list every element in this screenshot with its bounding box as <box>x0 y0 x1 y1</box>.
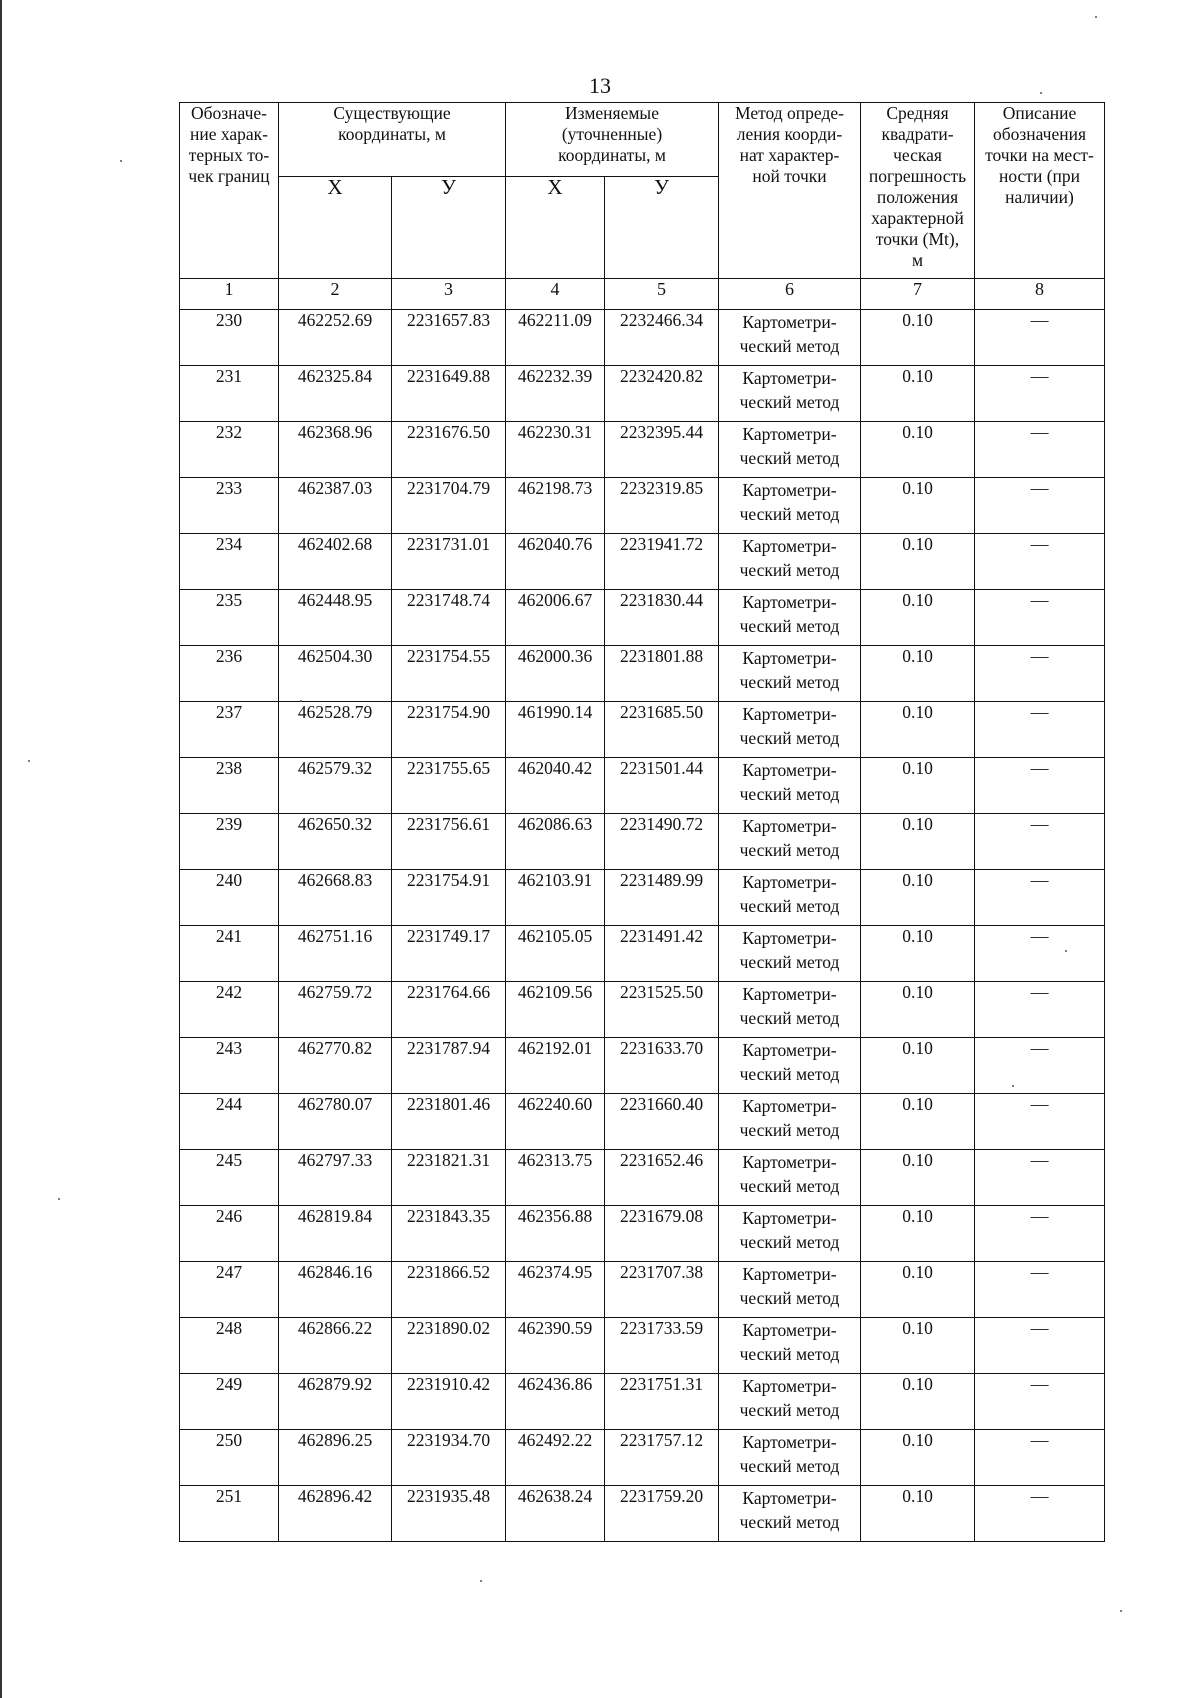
table-row <box>180 310 1105 366</box>
changed-y-cell: 2232395.44 <box>605 422 719 478</box>
changed-y-cell: 2231685.50 <box>605 702 719 758</box>
scan-speck <box>1040 92 1042 94</box>
existing-x-cell: 462879.92 <box>279 1374 392 1430</box>
scan-margin-line <box>0 0 2 1698</box>
changed-x-cell: 462086.63 <box>506 814 605 870</box>
existing-y-cell: 2231754.91 <box>392 870 506 926</box>
header-point-designation: Обозначе- ние харак- терных то- чек границ <box>180 103 279 279</box>
changed-y-cell: 2231830.44 <box>605 590 719 646</box>
error-cell: 0.10 <box>861 702 975 758</box>
description-cell: — <box>975 702 1105 758</box>
changed-x-cell: 462232.39 <box>506 366 605 422</box>
header-method: Метод опреде- ления коорди- нат характер- ной точки <box>719 103 861 279</box>
page-number: 13 <box>589 73 611 98</box>
scan-speck <box>300 700 302 702</box>
error-cell: 0.10 <box>861 1486 975 1542</box>
method-cell: Картометри- ческий метод <box>719 534 861 590</box>
column-number: 4 <box>506 279 605 310</box>
existing-y-cell: 2231787.94 <box>392 1038 506 1094</box>
existing-x-cell: 462402.68 <box>279 534 392 590</box>
column-number: 6 <box>719 279 861 310</box>
error-cell: 0.10 <box>861 590 975 646</box>
table-row <box>180 590 1105 646</box>
method-cell: Картометри- ческий метод <box>719 1262 861 1318</box>
changed-x-cell: 462492.22 <box>506 1430 605 1486</box>
existing-y-cell: 2231821.31 <box>392 1150 506 1206</box>
header-existing-x: Х <box>279 177 392 279</box>
changed-x-cell: 462198.73 <box>506 478 605 534</box>
error-cell: 0.10 <box>861 982 975 1038</box>
header-existing-y: У <box>392 177 506 279</box>
point-number-cell: 231 <box>180 366 279 422</box>
method-cell: Картометри- ческий метод <box>719 1486 861 1542</box>
scan-speck <box>28 760 30 762</box>
existing-x-cell: 462780.07 <box>279 1094 392 1150</box>
existing-x-cell: 462579.32 <box>279 758 392 814</box>
scan-speck <box>480 1580 482 1582</box>
existing-x-cell: 462846.16 <box>279 1262 392 1318</box>
point-number-cell: 233 <box>180 478 279 534</box>
changed-y-cell: 2231679.08 <box>605 1206 719 1262</box>
point-number-cell: 242 <box>180 982 279 1038</box>
error-cell: 0.10 <box>861 1318 975 1374</box>
method-cell: Картометри- ческий метод <box>719 646 861 702</box>
changed-y-cell: 2231757.12 <box>605 1430 719 1486</box>
scan-speck <box>1065 950 1067 952</box>
point-number-cell: 235 <box>180 590 279 646</box>
table-row <box>180 1486 1105 1542</box>
table-row <box>180 758 1105 814</box>
description-cell: — <box>975 1486 1105 1542</box>
error-cell: 0.10 <box>861 1150 975 1206</box>
changed-y-cell: 2231941.72 <box>605 534 719 590</box>
description-cell: — <box>975 590 1105 646</box>
column-number: 3 <box>392 279 506 310</box>
table-row <box>180 702 1105 758</box>
column-number: 7 <box>861 279 975 310</box>
changed-x-cell: 462638.24 <box>506 1486 605 1542</box>
changed-x-cell: 462436.86 <box>506 1374 605 1430</box>
table-row <box>180 926 1105 982</box>
existing-x-cell: 462325.84 <box>279 366 392 422</box>
existing-y-cell: 2231755.65 <box>392 758 506 814</box>
description-cell: — <box>975 982 1105 1038</box>
changed-x-cell: 462006.67 <box>506 590 605 646</box>
header-changed-coordinates: Изменяемые (уточненные) координаты, м <box>506 103 719 177</box>
method-cell: Картометри- ческий метод <box>719 422 861 478</box>
method-cell: Картометри- ческий метод <box>719 478 861 534</box>
error-cell: 0.10 <box>861 1262 975 1318</box>
description-cell: — <box>975 1430 1105 1486</box>
point-number-cell: 251 <box>180 1486 279 1542</box>
existing-y-cell: 2231801.46 <box>392 1094 506 1150</box>
table-row <box>180 1318 1105 1374</box>
changed-y-cell: 2231652.46 <box>605 1150 719 1206</box>
scan-speck <box>1095 16 1097 18</box>
changed-y-cell: 2231491.42 <box>605 926 719 982</box>
changed-y-cell: 2231633.70 <box>605 1038 719 1094</box>
point-number-cell: 234 <box>180 534 279 590</box>
changed-y-cell: 2232420.82 <box>605 366 719 422</box>
point-number-cell: 247 <box>180 1262 279 1318</box>
method-cell: Картометри- ческий метод <box>719 1318 861 1374</box>
scan-speck <box>1120 1610 1122 1612</box>
existing-y-cell: 2231910.42 <box>392 1374 506 1430</box>
existing-x-cell: 462528.79 <box>279 702 392 758</box>
header-changed-x: Х <box>506 177 605 279</box>
existing-x-cell: 462866.22 <box>279 1318 392 1374</box>
existing-x-cell: 462770.82 <box>279 1038 392 1094</box>
changed-y-cell: 2231501.44 <box>605 758 719 814</box>
existing-x-cell: 462759.72 <box>279 982 392 1038</box>
method-cell: Картометри- ческий метод <box>719 1094 861 1150</box>
table-row <box>180 534 1105 590</box>
error-cell: 0.10 <box>861 646 975 702</box>
existing-x-cell: 462896.25 <box>279 1430 392 1486</box>
changed-y-cell: 2231707.38 <box>605 1262 719 1318</box>
scan-speck <box>58 1198 60 1200</box>
existing-y-cell: 2231649.88 <box>392 366 506 422</box>
point-number-cell: 244 <box>180 1094 279 1150</box>
error-cell: 0.10 <box>861 534 975 590</box>
table-row <box>180 1150 1105 1206</box>
method-cell: Картометри- ческий метод <box>719 1430 861 1486</box>
description-cell: — <box>975 478 1105 534</box>
description-cell: — <box>975 646 1105 702</box>
method-cell: Картометри- ческий метод <box>719 366 861 422</box>
method-cell: Картометри- ческий метод <box>719 814 861 870</box>
column-number: 5 <box>605 279 719 310</box>
header-existing-coordinates: Существующие координаты, м <box>279 103 506 177</box>
error-cell: 0.10 <box>861 1374 975 1430</box>
changed-x-cell: 462240.60 <box>506 1094 605 1150</box>
existing-y-cell: 2231754.90 <box>392 702 506 758</box>
point-number-cell: 240 <box>180 870 279 926</box>
existing-y-cell: 2231934.70 <box>392 1430 506 1486</box>
description-cell: — <box>975 1094 1105 1150</box>
point-number-cell: 239 <box>180 814 279 870</box>
description-cell: — <box>975 1374 1105 1430</box>
scan-speck <box>1012 1085 1014 1087</box>
table-row <box>180 1430 1105 1486</box>
changed-x-cell: 462390.59 <box>506 1318 605 1374</box>
changed-x-cell: 462313.75 <box>506 1150 605 1206</box>
method-cell: Картометри- ческий метод <box>719 926 861 982</box>
existing-y-cell: 2231754.55 <box>392 646 506 702</box>
point-number-cell: 232 <box>180 422 279 478</box>
error-cell: 0.10 <box>861 310 975 366</box>
description-cell: — <box>975 1206 1105 1262</box>
existing-y-cell: 2231764.66 <box>392 982 506 1038</box>
header-mean-square-error: Средняя квадрати- ческая погрешность положения характерной точки (Mt), м <box>861 103 975 279</box>
changed-y-cell: 2232466.34 <box>605 310 719 366</box>
existing-y-cell: 2231676.50 <box>392 422 506 478</box>
changed-y-cell: 2231489.99 <box>605 870 719 926</box>
table-row <box>180 478 1105 534</box>
changed-y-cell: 2231660.40 <box>605 1094 719 1150</box>
existing-y-cell: 2231748.74 <box>392 590 506 646</box>
header-point-description: Описание обозначения точки на мест- ности (при наличии) <box>975 103 1105 279</box>
point-number-cell: 236 <box>180 646 279 702</box>
point-number-cell: 248 <box>180 1318 279 1374</box>
existing-x-cell: 462387.03 <box>279 478 392 534</box>
description-cell: — <box>975 758 1105 814</box>
table-row <box>180 366 1105 422</box>
table-row <box>180 1374 1105 1430</box>
method-cell: Картометри- ческий метод <box>719 758 861 814</box>
point-number-cell: 245 <box>180 1150 279 1206</box>
changed-y-cell: 2232319.85 <box>605 478 719 534</box>
existing-x-cell: 462797.33 <box>279 1150 392 1206</box>
point-number-cell: 243 <box>180 1038 279 1094</box>
changed-x-cell: 462000.36 <box>506 646 605 702</box>
changed-x-cell: 462192.01 <box>506 1038 605 1094</box>
error-cell: 0.10 <box>861 422 975 478</box>
existing-y-cell: 2231843.35 <box>392 1206 506 1262</box>
existing-x-cell: 462252.69 <box>279 310 392 366</box>
column-number: 2 <box>279 279 392 310</box>
existing-x-cell: 462751.16 <box>279 926 392 982</box>
error-cell: 0.10 <box>861 478 975 534</box>
header-row <box>180 103 1105 177</box>
error-cell: 0.10 <box>861 814 975 870</box>
point-number-cell: 241 <box>180 926 279 982</box>
method-cell: Картометри- ческий метод <box>719 1206 861 1262</box>
existing-y-cell: 2231890.02 <box>392 1318 506 1374</box>
description-cell: — <box>975 366 1105 422</box>
table-row <box>180 1094 1105 1150</box>
column-number: 8 <box>975 279 1105 310</box>
table-row <box>180 422 1105 478</box>
method-cell: Картометри- ческий метод <box>719 1150 861 1206</box>
changed-y-cell: 2231733.59 <box>605 1318 719 1374</box>
changed-x-cell: 462040.76 <box>506 534 605 590</box>
error-cell: 0.10 <box>861 1094 975 1150</box>
point-number-cell: 249 <box>180 1374 279 1430</box>
description-cell: — <box>975 1150 1105 1206</box>
table-row <box>180 646 1105 702</box>
column-number: 1 <box>180 279 279 310</box>
description-cell: — <box>975 814 1105 870</box>
column-number-row <box>180 279 1105 310</box>
point-number-cell: 246 <box>180 1206 279 1262</box>
point-number-cell: 237 <box>180 702 279 758</box>
existing-x-cell: 462650.32 <box>279 814 392 870</box>
changed-y-cell: 2231751.31 <box>605 1374 719 1430</box>
table-row <box>180 814 1105 870</box>
method-cell: Картометри- ческий метод <box>719 1038 861 1094</box>
description-cell: — <box>975 534 1105 590</box>
table-row <box>180 1262 1105 1318</box>
description-cell: — <box>975 1038 1105 1094</box>
changed-y-cell: 2231759.20 <box>605 1486 719 1542</box>
changed-y-cell: 2231801.88 <box>605 646 719 702</box>
description-cell: — <box>975 1318 1105 1374</box>
existing-y-cell: 2231749.17 <box>392 926 506 982</box>
error-cell: 0.10 <box>861 366 975 422</box>
table-row <box>180 870 1105 926</box>
method-cell: Картометри- ческий метод <box>719 870 861 926</box>
changed-x-cell: 462230.31 <box>506 422 605 478</box>
description-cell: — <box>975 1262 1105 1318</box>
description-cell: — <box>975 310 1105 366</box>
point-number-cell: 230 <box>180 310 279 366</box>
error-cell: 0.10 <box>861 870 975 926</box>
changed-x-cell: 462374.95 <box>506 1262 605 1318</box>
existing-y-cell: 2231935.48 <box>392 1486 506 1542</box>
existing-y-cell: 2231866.52 <box>392 1262 506 1318</box>
existing-x-cell: 462668.83 <box>279 870 392 926</box>
existing-y-cell: 2231756.61 <box>392 814 506 870</box>
table-row <box>180 1038 1105 1094</box>
scan-speck <box>120 160 122 162</box>
method-cell: Картометри- ческий метод <box>719 310 861 366</box>
existing-x-cell: 462448.95 <box>279 590 392 646</box>
existing-x-cell: 462504.30 <box>279 646 392 702</box>
existing-y-cell: 2231704.79 <box>392 478 506 534</box>
existing-y-cell: 2231657.83 <box>392 310 506 366</box>
table-row <box>180 1206 1105 1262</box>
existing-y-cell: 2231731.01 <box>392 534 506 590</box>
changed-x-cell: 462105.05 <box>506 926 605 982</box>
table-body <box>180 310 1105 1542</box>
description-cell: — <box>975 870 1105 926</box>
header-changed-y: У <box>605 177 719 279</box>
changed-x-cell: 462109.56 <box>506 982 605 1038</box>
changed-x-cell: 461990.14 <box>506 702 605 758</box>
changed-x-cell: 462211.09 <box>506 310 605 366</box>
existing-x-cell: 462819.84 <box>279 1206 392 1262</box>
method-cell: Картометри- ческий метод <box>719 1374 861 1430</box>
point-number-cell: 250 <box>180 1430 279 1486</box>
error-cell: 0.10 <box>861 1206 975 1262</box>
description-cell: — <box>975 926 1105 982</box>
coordinates-table <box>179 102 1105 1542</box>
existing-x-cell: 462896.42 <box>279 1486 392 1542</box>
existing-x-cell: 462368.96 <box>279 422 392 478</box>
error-cell: 0.10 <box>861 1038 975 1094</box>
changed-x-cell: 462040.42 <box>506 758 605 814</box>
changed-y-cell: 2231490.72 <box>605 814 719 870</box>
error-cell: 0.10 <box>861 1430 975 1486</box>
description-cell: — <box>975 422 1105 478</box>
changed-x-cell: 462103.91 <box>506 870 605 926</box>
method-cell: Картометри- ческий метод <box>719 590 861 646</box>
method-cell: Картометри- ческий метод <box>719 702 861 758</box>
point-number-cell: 238 <box>180 758 279 814</box>
table-row <box>180 982 1105 1038</box>
error-cell: 0.10 <box>861 758 975 814</box>
error-cell: 0.10 <box>861 926 975 982</box>
method-cell: Картометри- ческий метод <box>719 982 861 1038</box>
changed-y-cell: 2231525.50 <box>605 982 719 1038</box>
changed-x-cell: 462356.88 <box>506 1206 605 1262</box>
